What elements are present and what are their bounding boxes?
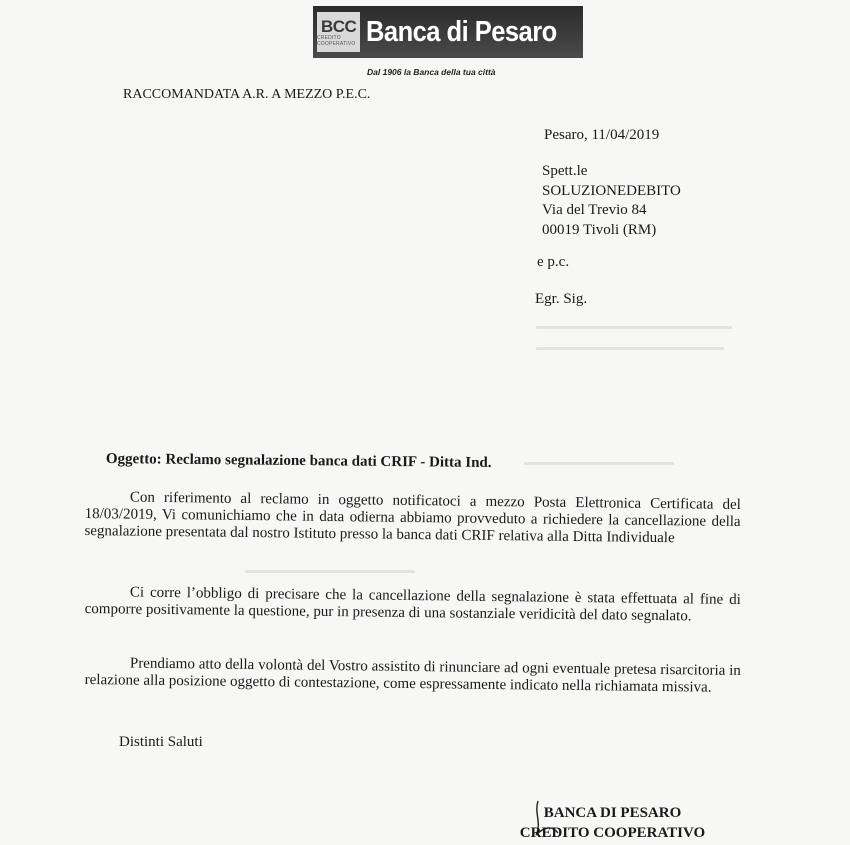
cc-label: e p.c. <box>537 254 570 270</box>
paragraph-2-text: Ci corre l’obbligo di precisare che la cancellazione della segnalazione è stata effettuata al fine di comporre positivamente la questione, pur in presenza di una sostanziale veridicità del dato segnalato. <box>84 584 741 625</box>
signature-line-2: CREDITO COOPERATIVO <box>519 825 706 841</box>
paragraph-1-text: Con riferimento al reclamo in oggetto notificatoci a mezzo Posta Elettronica Certificata del 18/03/2019, Vi comunichiamo che in data odierna abbiamo provveduto a richiedere la cancellazione della segnalazione presentata dal nostro Istituto presso la banca dati CRIF relativa alla Ditta Individuale <box>84 489 741 547</box>
signature-block <box>510 803 715 843</box>
bcc-logo-mark <box>317 12 360 52</box>
recipient-street: Via del Trevio 84 <box>542 202 647 218</box>
delivery-note: RACCOMANDATA A.R. A MEZZO P.E.C. <box>123 87 371 102</box>
paragraph-3 <box>85 655 741 697</box>
logo-mark-subtext: CREDITO COOPERATIVO <box>317 34 356 47</box>
recipient-city: 00019 Tivoli (RM) <box>542 221 657 238</box>
bank-name: Banca di Pesaro <box>366 15 557 48</box>
recipient-address <box>542 162 681 240</box>
recipient-name: SOLUZIONEDEBITO <box>542 182 681 199</box>
paragraph-1 <box>84 489 741 548</box>
recipient-salutation: Spett.le <box>542 163 588 179</box>
redacted-company-name <box>245 570 415 573</box>
cc-salutation: Egr. Sig. <box>535 291 588 307</box>
closing: Distinti Saluti <box>119 734 203 750</box>
logo-mark-text: BCC <box>320 16 357 36</box>
bank-tagline: Dal 1906 la Banca della tua città <box>367 67 496 77</box>
paragraph-2 <box>85 584 741 626</box>
redacted-subject-name <box>524 462 674 465</box>
redacted-name-line <box>536 326 732 329</box>
signature-line-1: BANCA DI PESARO <box>543 805 682 821</box>
date-line: Pesaro, 11/04/2019 <box>544 127 660 143</box>
bank-logo <box>313 6 583 58</box>
paragraph-3-text: Prendiamo atto della volontà del Vostro assistito di rinunciare ad ogni eventuale pretesa risarcitoria in relazione alla posizione oggetto di contestazione, come espressamente indicato nella richiamata missiva. <box>84 655 741 696</box>
redacted-address-line <box>536 347 724 350</box>
subject-line: Oggetto: Reclamo segnalazione banca dati CRIF - Ditta Ind. <box>105 451 492 472</box>
